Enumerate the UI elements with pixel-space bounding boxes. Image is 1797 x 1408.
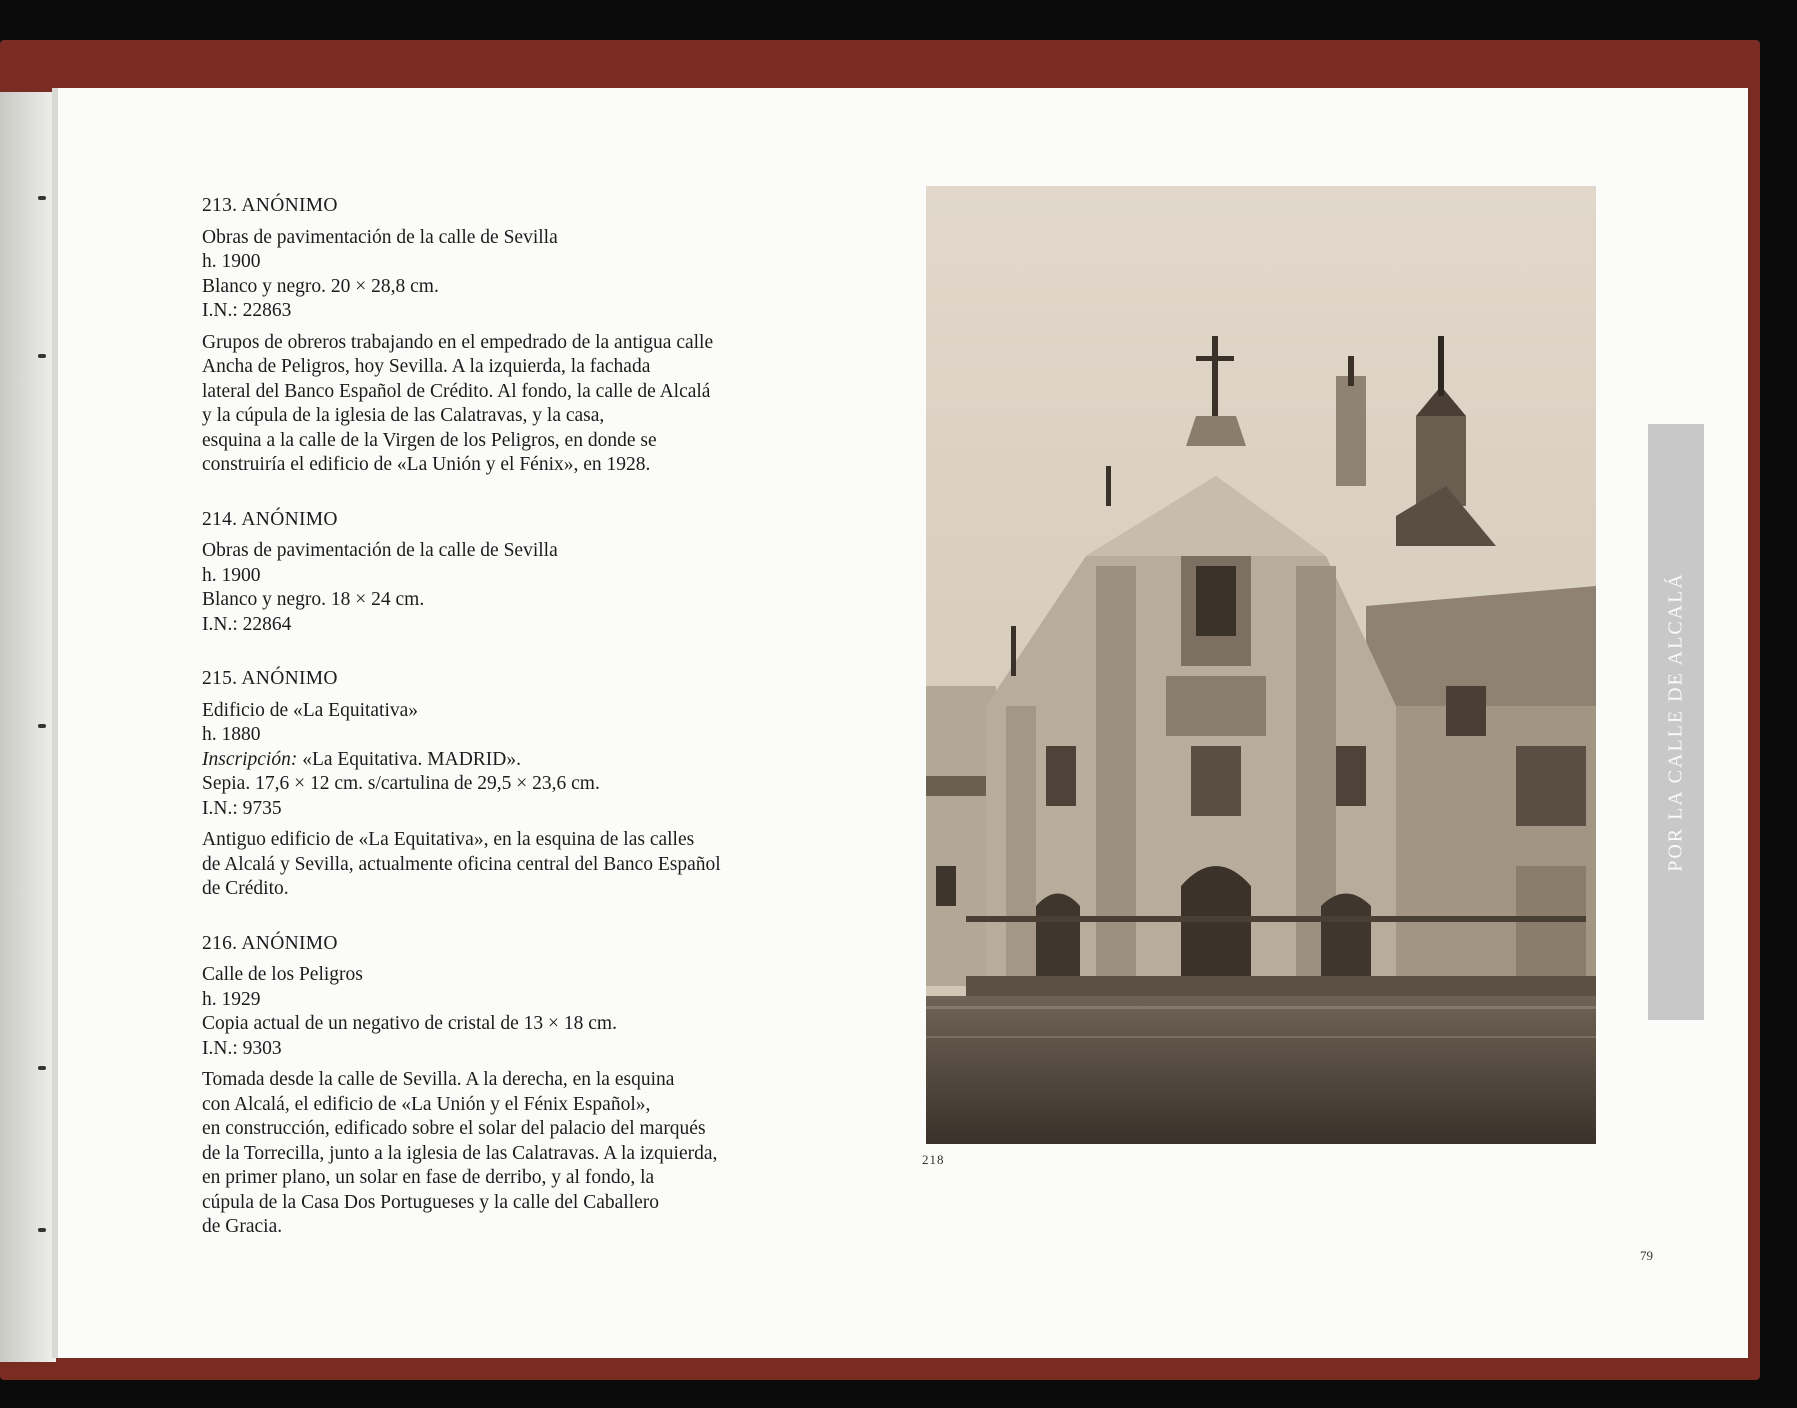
description-line: y la cúpula de la iglesia de las Calatravas, y la casa, <box>202 405 605 426</box>
entry-date: h. 1929 <box>202 988 261 1010</box>
entry-title: Calle de los Peligros <box>202 964 363 985</box>
description-line: lateral del Banco Español de Crédito. Al fondo, la calle de Alcalá <box>202 380 711 402</box>
description-line: de Alcalá y Sevilla, actualmente oficina central del Banco Español <box>202 853 721 875</box>
description-line: Tomada desde la calle de Sevilla. A la derecha, en la esquina <box>202 1069 675 1090</box>
margin-mark <box>38 724 46 728</box>
entry-heading: 215. ANÓNIMO <box>202 668 338 689</box>
church-photograph <box>926 186 1596 1144</box>
catalog-entry-213 <box>202 194 862 478</box>
section-tab-label: POR LA CALLE DE ALCALÁ <box>1664 572 1687 872</box>
entry-heading: 213. ANÓNIMO <box>202 195 338 216</box>
catalog-text-column <box>202 194 862 1270</box>
inscription-label: Inscripción: <box>202 748 298 770</box>
description-line: Ancha de Peligros, hoy Sevilla. A la izquierda, la fachada <box>202 356 651 377</box>
entry-inventory-number: I.N.: 9303 <box>202 1037 282 1059</box>
description-line: en primer plano, un solar en fase de derribo, y al fondo, la <box>202 1167 655 1188</box>
catalog-entry-214 <box>202 508 862 638</box>
entry-heading: 214. ANÓNIMO <box>202 508 338 530</box>
entry-inventory-number: I.N.: 22864 <box>202 613 292 635</box>
description-line: de la Torrecilla, junto a la iglesia de las Calatravas. A la izquierda, <box>202 1142 718 1164</box>
description-line: Antiguo edificio de «La Equitativa», en la esquina de las calles <box>202 829 695 850</box>
entry-heading: 216. ANÓNIMO <box>202 932 338 954</box>
entry-inscription <box>202 748 862 773</box>
description-line: construiría el edificio de «La Unión y el Fénix», en 1928. <box>202 454 651 475</box>
description-line: de Gracia. <box>202 1216 283 1237</box>
margin-mark <box>38 354 46 358</box>
entry-inventory-number: I.N.: 9735 <box>202 797 282 819</box>
entry-description <box>202 331 862 478</box>
margin-mark <box>38 1228 46 1232</box>
entry-date: h. 1900 <box>202 564 261 586</box>
photo-caption: 218 <box>922 1152 945 1167</box>
description-line: esquina a la calle de la Virgen de los Peligros, en donde se <box>202 429 657 451</box>
description-line: con Alcalá, el edificio de «La Unión y el Fénix Español», <box>202 1093 651 1115</box>
margin-mark <box>38 1066 46 1070</box>
entry-technique: Copia actual de un negativo de cristal de 13 × 18 cm. <box>202 1013 617 1034</box>
entry-inventory-number: I.N.: 22863 <box>202 300 292 321</box>
entry-technique: Sepia. 17,6 × 12 cm. s/cartulina de 29,5 × 23,6 cm. <box>202 773 600 794</box>
catalog-entry-216 <box>202 932 862 1240</box>
entry-technique: Blanco y negro. 18 × 24 cm. <box>202 589 425 610</box>
description-line: en construcción, edificado sobre el solar del palacio del marqués <box>202 1118 706 1139</box>
page-stack-edge <box>0 92 56 1362</box>
margin-mark <box>38 196 46 200</box>
entry-technique: Blanco y negro. 20 × 28,8 cm. <box>202 275 439 297</box>
inscription-text: «La Equitativa. MADRID». <box>297 748 521 770</box>
entry-description <box>202 828 862 902</box>
entry-title: Obras de pavimentación de la calle de Sevilla <box>202 226 558 248</box>
description-line: Grupos de obreros trabajando en el empedrado de la antigua calle <box>202 331 714 353</box>
entry-date: h. 1900 <box>202 251 261 272</box>
description-line: de Crédito. <box>202 878 289 899</box>
page-number: 79 <box>1640 1248 1653 1263</box>
entry-title: Edificio de «La Equitativa» <box>202 699 419 721</box>
catalog-entry-215 <box>202 667 862 902</box>
entry-title: Obras de pavimentación de la calle de Sevilla <box>202 540 558 561</box>
description-line: cúpula de la Casa Dos Portugueses y la calle del Caballero <box>202 1191 660 1213</box>
entry-date: h. 1880 <box>202 724 261 745</box>
entry-description <box>202 1068 862 1240</box>
